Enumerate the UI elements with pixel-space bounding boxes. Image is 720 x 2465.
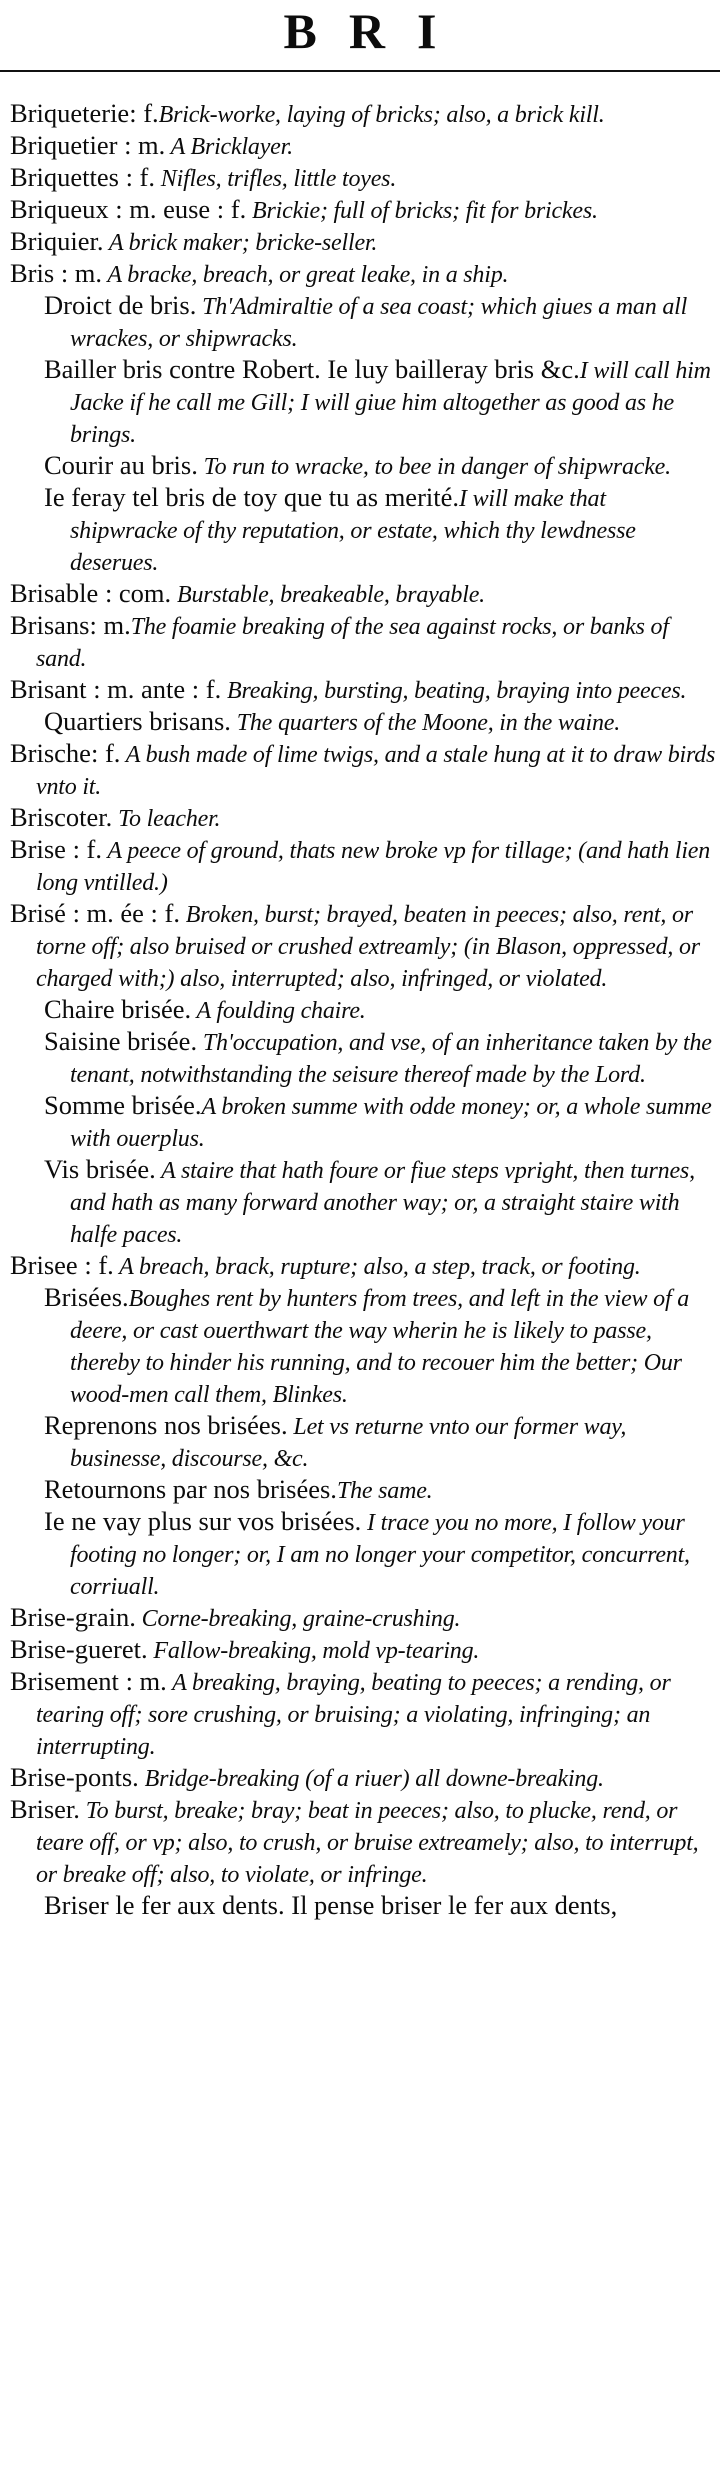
entry-headword: Briquetier [10, 130, 118, 160]
entry-headword: Courir au bris. [44, 450, 198, 480]
entry-definition: The same. [336, 1478, 433, 1504]
entry-definition: A Bricklayer. [165, 134, 293, 160]
entry-headword: Quartiers brisans. [44, 706, 231, 736]
entry-grammar: : f. [77, 1250, 114, 1280]
sub-entry [10, 1474, 716, 1506]
dictionary-entry [10, 194, 716, 226]
entry-headword: Briser le fer aux dents. Il pense briser le fer aux dents, [44, 1890, 618, 1920]
dictionary-entry [10, 162, 716, 194]
dictionary-entry [10, 1762, 716, 1794]
sub-entry [10, 450, 716, 482]
entry-headword: Reprenons nos brisées. [44, 1410, 288, 1440]
dictionary-entry [10, 674, 716, 706]
entry-headword: Somme brisée. [44, 1090, 202, 1120]
entry-definition: I will call him Jacke if he call me Gill; I will giue him altogether as good as he brings. [70, 358, 711, 448]
entry-definition: Breaking, bursting, beating, braying into peeces. [221, 678, 687, 704]
sub-entry [10, 706, 716, 738]
entry-definition: Let vs returne vnto our former way, businesse, discourse, &c. [70, 1414, 627, 1472]
entry-grammar: : m. [89, 610, 131, 640]
entry-definition: Nifles, trifles, little toyes. [155, 166, 397, 192]
entry-definition: A breach, brack, rupture; also, a step, track, or footing. [113, 1254, 641, 1280]
entry-headword: Briscoter. [10, 802, 113, 832]
entry-definition: Th'occupation, and vse, of an inheritance taken by the tenant, notwithstanding the seisure thereof made by the Lord. [70, 1030, 712, 1088]
entry-headword: Vis brisée. [44, 1154, 156, 1184]
entry-definition: I trace you no more, I follow your footing no longer; or, I am no longer your competitor, concurrent, corriuall. [70, 1510, 690, 1600]
entry-definition: A broken summe with odde money; or, a whole summe with ouerplus. [70, 1094, 712, 1152]
dictionary-entry [10, 1634, 716, 1666]
entry-grammar: : com. [98, 578, 172, 608]
entry-headword: Brisant [10, 674, 87, 704]
entry-definition: Brickie; full of bricks; fit for brickes. [246, 198, 598, 224]
dictionary-entry [10, 610, 716, 674]
dictionary-entry [10, 258, 716, 290]
entry-definition: A breaking, braying, beating to peeces; a rending, or tearing off; sore crushing, or bruising; a violating, infringing; an interrupting. [36, 1670, 671, 1760]
entry-grammar: : f. [65, 834, 102, 864]
dictionary-entry [10, 738, 716, 802]
entry-headword: Briqueux [10, 194, 109, 224]
entry-definition: A foulding chaire. [191, 998, 366, 1024]
page-title: BRI [283, 3, 469, 59]
entry-definition: Burstable, breakeable, brayable. [171, 582, 485, 608]
entry-definition: Bridge-breaking (of a riuer) all downe-breaking. [138, 1766, 604, 1792]
dictionary-entry [10, 1250, 716, 1282]
entry-headword: Droict de bris. [44, 290, 197, 320]
entry-headword: Ie feray tel bris de toy que tu as merité. [44, 482, 460, 512]
entry-headword: Briqueterie: [10, 98, 137, 128]
dictionary-entry [10, 802, 716, 834]
entry-definition: I will make that shipwracke of thy reputation, or estate, which thy lewdnesse deserues. [70, 486, 636, 576]
entry-definition: Corne-breaking, graine-crushing. [135, 1606, 461, 1632]
entry-headword: Brise [10, 834, 66, 864]
entry-headword: Retournons par nos brisées. [44, 1474, 337, 1504]
entry-definition: Th'Admiraltie of a sea coast; which giues a man all wrackes, or shipwracks. [70, 294, 688, 352]
entry-headword: Saisine brisée. [44, 1026, 198, 1056]
entry-definition: A bush made of lime twigs, and a stale hung at it to draw birds vnto it. [36, 742, 716, 800]
page-header [0, 0, 720, 100]
entry-headword: Brisans [10, 610, 90, 640]
entry-headword: Briquier. [10, 226, 104, 256]
entry-grammar: : m. [117, 130, 166, 160]
entry-definition: A bracke, breach, or great leake, in a ship. [102, 262, 509, 288]
dictionary-entry [10, 130, 716, 162]
entry-grammar: : m. ante : f. [86, 674, 222, 704]
entry-grammar: : m. [54, 258, 103, 288]
dictionary-entries [10, 98, 716, 1922]
entry-grammar: : m. euse : f. [108, 194, 247, 224]
entry-definition: To run to wracke, to bee in danger of shipwracke. [197, 454, 671, 480]
entry-grammar: : m. ée : f. [65, 898, 180, 928]
dictionary-entry [10, 98, 716, 130]
sub-entry [10, 1026, 716, 1090]
sub-entry [10, 1890, 716, 1922]
sub-entry [10, 1282, 716, 1410]
entry-headword: Chaire brisée. [44, 994, 192, 1024]
entry-definition: Broken, burst; brayed, beaten in peeces; also, rent, or torne off; also bruised or crushed extreamly; (in Blason, oppressed, or charged with;) also, interrupted; also, infringed, or violated. [36, 902, 700, 992]
entry-definition: Boughes rent by hunters from trees, and left in the view of a deere, or cast ouerthwart the way wherin he is likely to passe, thereby to hinder his running, and to recouer him the better; Our wood-men call them, Blinkes. [70, 1286, 690, 1408]
dictionary-entry [10, 1666, 716, 1762]
sub-entry [10, 482, 716, 578]
entry-definition: A peece of ground, thats new broke vp for tillage; (and hath lien long vntilled.) [36, 838, 711, 896]
entry-headword: Bailler bris contre Robert. Ie luy bailleray bris &c. [44, 354, 580, 384]
entry-definition: A staire that hath foure or fiue steps vpright, then turnes, and hath as many forward another way; or, a straight staire with halfe paces. [70, 1158, 695, 1248]
entry-headword: Bris [10, 258, 55, 288]
entry-headword: Briser. [10, 1794, 80, 1824]
entry-headword: Brisement [10, 1666, 119, 1696]
dictionary-entry [10, 1602, 716, 1634]
entry-headword: Brise-grain. [10, 1602, 136, 1632]
entry-definition: To burst, breake; bray; beat in peeces; also, to plucke, rend, or teare off, or vp; also, to crush, or bruise extreamely; also, to interrupt, or breake off; also, to violate, or infringe. [36, 1798, 699, 1888]
entry-definition: To leacher. [112, 806, 221, 832]
entry-grammar: : f. [118, 162, 155, 192]
sub-entry [10, 1090, 716, 1154]
entry-headword: Brische [10, 738, 91, 768]
entry-definition: A brick maker; bricke-seller. [103, 230, 378, 256]
entry-headword: Brisées. [44, 1282, 129, 1312]
entry-definition: Brick-worke, laying of bricks; also, a brick kill. [158, 102, 605, 128]
dictionary-entry [10, 1794, 716, 1890]
sub-entry [10, 994, 716, 1026]
dictionary-entry [10, 898, 716, 994]
dictionary-entry [10, 834, 716, 898]
entry-grammar: : f. [90, 738, 121, 768]
entry-headword: Brisé [10, 898, 66, 928]
entry-headword: Brise-gueret. [10, 1634, 148, 1664]
entry-headword: Ie ne vay plus sur vos brisées. [44, 1506, 362, 1536]
sub-entry [10, 290, 716, 354]
entry-definition: The quarters of the Moone, in the waine. [230, 710, 621, 736]
entry-grammar: f. [136, 98, 159, 128]
sub-entry [10, 1506, 716, 1602]
entry-headword: Brisee [10, 1250, 78, 1280]
header-rule [0, 70, 720, 72]
sub-entry [10, 354, 716, 450]
dictionary-entry [10, 226, 716, 258]
entry-grammar: : m. [118, 1666, 167, 1696]
dictionary-entry [10, 578, 716, 610]
entry-definition: Fallow-breaking, mold vp-tearing. [147, 1638, 480, 1664]
entry-headword: Briquettes [10, 162, 119, 192]
sub-entry [10, 1154, 716, 1250]
entry-headword: Brisable [10, 578, 99, 608]
entry-headword: Brise-ponts. [10, 1762, 139, 1792]
entry-definition: The foamie breaking of the sea against rocks, or banks of sand. [36, 614, 669, 672]
sub-entry [10, 1410, 716, 1474]
